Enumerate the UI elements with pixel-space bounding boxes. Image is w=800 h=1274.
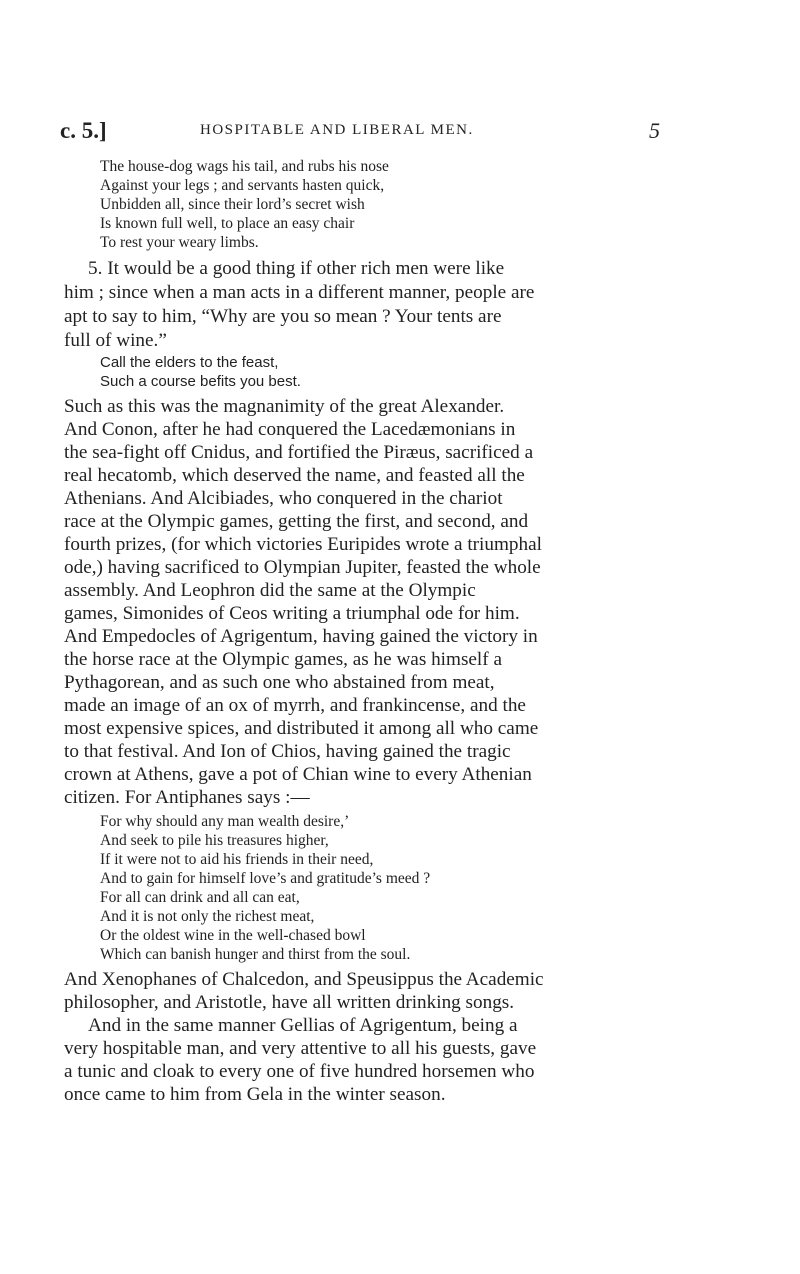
paragraph-line: citizen. For Antiphanes says :—: [64, 787, 310, 808]
paragraph-line: most expensive spices, and distributed it among all who came: [64, 718, 539, 739]
running-title: HOSPITABLE AND LIBERAL MEN.: [200, 122, 474, 138]
verse-line: To rest your weary limbs.: [100, 234, 259, 251]
paragraph-line: the sea-fight off Cnidus, and fortified the Piræus, sacrificed a: [64, 442, 534, 463]
paragraph-line: Pythagorean, and as such one who abstained from meat,: [64, 672, 495, 693]
paragraph-line: crown at Athens, gave a pot of Chian wine to every Athenian: [64, 764, 532, 785]
verse-line: Call the elders to the feast,: [100, 354, 279, 371]
paragraph-line: And Xenophanes of Chalcedon, and Speusippus the Academic: [64, 969, 544, 990]
verse-line: Such a course befits you best.: [100, 373, 301, 390]
paragraph-line: And in the same manner Gellias of Agrigentum, being a: [88, 1015, 518, 1036]
paragraph-line: a tunic and cloak to every one of five hundred horsemen who: [64, 1061, 535, 1082]
paragraph-line: to that festival. And Ion of Chios, having gained the tragic: [64, 741, 511, 762]
verse-line: Is known full well, to place an easy chair: [100, 215, 355, 232]
verse-line: Unbidden all, since their lord’s secret wish: [100, 196, 365, 213]
paragraph-line: philosopher, and Aristotle, have all written drinking songs.: [64, 992, 515, 1013]
verse-line: For all can drink and all can eat,: [100, 889, 300, 906]
verse-line: For why should any man wealth desire,’: [100, 813, 350, 830]
paragraph-line: very hospitable man, and very attentive to all his guests, gave: [64, 1038, 537, 1059]
verse-line: Which can banish hunger and thirst from the soul.: [100, 946, 411, 963]
verse-line: Or the oldest wine in the well-chased bowl: [100, 927, 366, 944]
paragraph-line: And Conon, after he had conquered the Lacedæmonians in: [64, 419, 516, 440]
paragraph-line: assembly. And Leophron did the same at the Olympic: [64, 580, 476, 601]
paragraph-line: games, Simonides of Ceos writing a triumphal ode for him.: [64, 603, 520, 624]
paragraph-line: made an image of an ox of myrrh, and frankincense, and the: [64, 695, 526, 716]
verse-line: If it were not to aid his friends in their need,: [100, 851, 374, 868]
paragraph-line: fourth prizes, (for which victories Euripides wrote a triumphal: [64, 534, 542, 555]
verse-line: And seek to pile his treasures higher,: [100, 832, 329, 849]
paragraph-line: 5. It would be a good thing if other rich men were like: [88, 258, 505, 279]
paragraph-line: the horse race at the Olympic games, as he was himself a: [64, 649, 502, 670]
paragraph-line: And Empedocles of Agrigentum, having gained the victory in: [64, 626, 538, 647]
paragraph-line: race at the Olympic games, getting the first, and second, and: [64, 511, 529, 532]
paragraph-line: once came to him from Gela in the winter season.: [64, 1084, 446, 1105]
paragraph-line: full of wine.”: [64, 330, 167, 351]
verse-line: The house-dog wags his tail, and rubs his nose: [100, 158, 389, 175]
chapter-marker: c. 5.]: [60, 118, 107, 143]
verse-line: Against your legs ; and servants hasten quick,: [100, 177, 385, 194]
paragraph-line: Athenians. And Alcibiades, who conquered in the chariot: [64, 488, 503, 509]
paragraph-line: him ; since when a man acts in a different manner, people are: [64, 282, 535, 303]
verse-line: And it is not only the richest meat,: [100, 908, 315, 925]
verse-line: And to gain for himself love’s and gratitude’s meed ?: [100, 870, 431, 887]
paragraph-line: apt to say to him, “Why are you so mean ? Your tents are: [64, 306, 502, 327]
paragraph-line: Such as this was the magnanimity of the great Alexander.: [64, 396, 505, 417]
paragraph-line: ode,) having sacrificed to Olympian Jupiter, feasted the whole: [64, 557, 541, 578]
running-header: [60, 118, 660, 148]
paragraph-line: real hecatomb, which deserved the name, and feasted all the: [64, 465, 525, 486]
page-number: 5: [649, 118, 660, 143]
